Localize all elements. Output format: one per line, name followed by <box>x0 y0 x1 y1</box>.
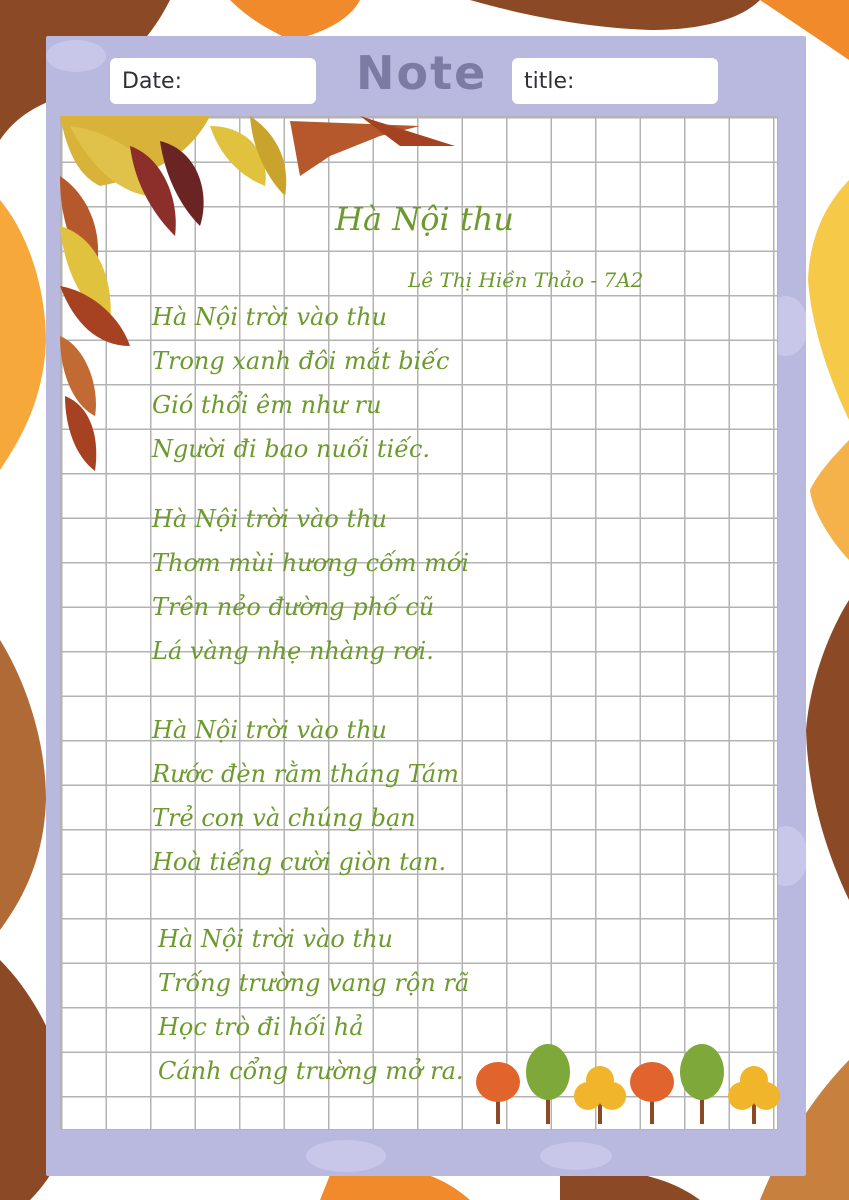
poem-line: Người đi bao nuối tiếc. <box>152 435 431 463</box>
stanza-1 <box>152 295 449 471</box>
poem-line: Trẻ con và chúng bạn <box>152 804 416 832</box>
poem-line: Hà Nội trời vào thu <box>152 716 387 744</box>
poem-author: Lê Thị Hiền Thảo - 7A2 <box>408 268 644 292</box>
title-label: title: <box>524 69 575 94</box>
poem-line: Lá vàng nhẹ nhàng rơi. <box>152 637 434 665</box>
poem-line: Rước đèn rằm tháng Tám <box>152 760 459 788</box>
tree-icon <box>476 1062 520 1124</box>
poem-line: Hà Nội trời vào thu <box>152 303 387 331</box>
poem-line: Cánh cổng trường mở ra. <box>158 1057 464 1085</box>
tree-icon <box>728 1066 780 1124</box>
note-heading: Note <box>356 46 488 100</box>
trees-decoration <box>470 1040 790 1130</box>
poem-line: Gió thổi êm như ru <box>152 391 382 419</box>
poem-line: Học trò đi hối hả <box>158 1013 364 1041</box>
poem-line: Hà Nội trời vào thu <box>152 505 387 533</box>
stanza-3 <box>152 708 459 884</box>
poem-line: Trên nẻo đường phố cũ <box>152 593 435 621</box>
tree-icon <box>680 1044 724 1124</box>
tree-icon <box>630 1062 674 1124</box>
stanza-4 <box>158 917 469 1093</box>
poem-line: Trống trường vang rộn rã <box>158 969 470 997</box>
stanza-2 <box>152 497 469 673</box>
poem-line: Hoà tiếng cười giòn tan. <box>152 848 447 876</box>
tree-icon <box>526 1044 570 1124</box>
poem-line: Trong xanh đôi mắt biếc <box>152 347 450 375</box>
date-label: Date: <box>122 69 182 94</box>
tree-icon <box>574 1066 626 1124</box>
poem-line: Hà Nội trời vào thu <box>158 925 393 953</box>
poem-title: Hà Nội thu <box>335 200 514 238</box>
poem-line: Thơm mùi hương cốm mới <box>152 549 470 577</box>
